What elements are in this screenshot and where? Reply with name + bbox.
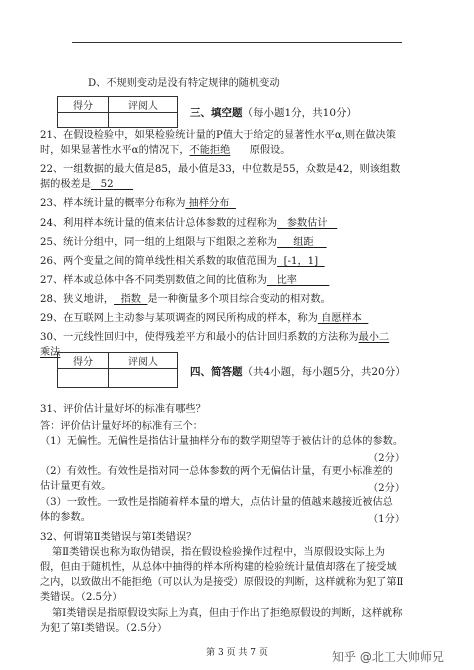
q28: 28、狭义地讲， 指数 是一种衡量多个项目综合变动的相对数。 [40, 294, 331, 305]
q25: 25、统计分组中，同一组的上组限与下组限之差称为 组距 [40, 237, 314, 248]
q26: 26、两个变量之间的简单线性相关系数的取值范围为 [-1，1] [40, 256, 319, 267]
q31-point-3a: （3）一致性。一致性是指随着样本量的增大，点估计量的值越来越接近被估总 [40, 497, 393, 508]
q32-p1b: 假，但由于随机性，从总体中抽得的样本所构建的检验统计量值却落在了接受域 [40, 562, 397, 573]
q23: 23、样本统计量的概率分布称为 抽样分布 [40, 198, 230, 209]
q31-point-2a: （2）有效性。有效性是指对同一总体参数的两个无偏估计量，有更小标准差的 [40, 466, 393, 477]
reviewer-label: 评阅人 [109, 353, 178, 369]
q32-p1c: 之内，以致做出不能拒绝（可以认为是接受）原假设的判断，这样就称为犯了第Ⅱ [40, 577, 404, 588]
section-4-title: 四、简答题（共4小题，每小题5分，共20分） [190, 366, 406, 378]
q22-line1: 22、一组数据的最大值是85，最小值是33，中位数是55，众数是42，则该组数 [40, 164, 401, 175]
reviewer-cell [109, 369, 178, 388]
section-3-title: 三、填空题（每小题1分，共10分） [190, 107, 358, 119]
q31-point-1: （1）无偏性。无偏性是指估计量抽样分布的数学期望等于被估计的总体的参数。 [40, 436, 404, 447]
q30-line2: 乘法 [40, 347, 61, 358]
header-rule [72, 42, 402, 43]
q31-point-3b: 体的参数。 [40, 512, 91, 523]
q31-point-2b: 估计量更有效。 [40, 481, 112, 492]
q31-score-2: （2分） [368, 483, 406, 494]
score-label: 得分 [58, 353, 109, 369]
q22-line2: 据的极差是 52 [40, 179, 114, 190]
q32-p2a: 第Ⅰ类错误是指原假设实际上为真，但由于作出了拒绝原假设的判断，这样就称 [52, 608, 403, 619]
score-cell [58, 369, 109, 388]
q31-score-1: （2分） [368, 453, 406, 464]
q27: 27、样本或总体中各不同类别数值之间的比值称为 比率 [40, 275, 297, 286]
score-cell [58, 113, 109, 128]
q29: 29、在互联网上主动参与某项调查的网民所构成的样本，称为 自愿样本 [40, 313, 362, 324]
q31-answer-intro: 答：评价估计量好坏的标准有三个： [40, 421, 203, 432]
q21-line1: 21、在假设检验中，如果检验统计量的P值大于给定的显著性水平α,则在做决策 [40, 130, 396, 141]
score-table-4 [57, 352, 178, 388]
q31-score-3: （1分） [368, 514, 406, 525]
q30-line1: 30、一元线性回归中，使得残差平方和最小的估计回归系数的方法称为最小二 [40, 332, 390, 343]
q32-p1a: 第Ⅱ类错误也称为取伪错误，指在假设检验操作过程中，当原假设实际上为 [52, 547, 385, 558]
q24: 24、利用样本统计量的值来估计总体参数的过程称为 参数估计 [40, 218, 328, 229]
q32-question: 32、何谓第Ⅱ类错误与第Ⅰ类错误？ [40, 532, 197, 543]
watermark: 知乎 @北工大帅师兄 [332, 650, 444, 664]
score-label: 得分 [58, 97, 109, 113]
page-footer: 第 3 页 共 7 页 [206, 648, 268, 658]
score-table-3 [57, 96, 178, 128]
q21-line2: 时，如果显著性水平α的情况下，不能拒绝 原假设。 [40, 145, 291, 156]
q32-p2b: 为犯了第Ⅰ类错误。（2.5分） [40, 623, 168, 634]
reviewer-label: 评阅人 [109, 97, 178, 113]
q31-question: 31、评价估计量好坏的标准有哪些？ [40, 404, 206, 415]
q32-p1d: 类错误。（2.5分） [40, 592, 123, 603]
reviewer-cell [109, 113, 178, 128]
option-d: D、不规则变动是没有特定规律的随机变动 [88, 78, 280, 89]
